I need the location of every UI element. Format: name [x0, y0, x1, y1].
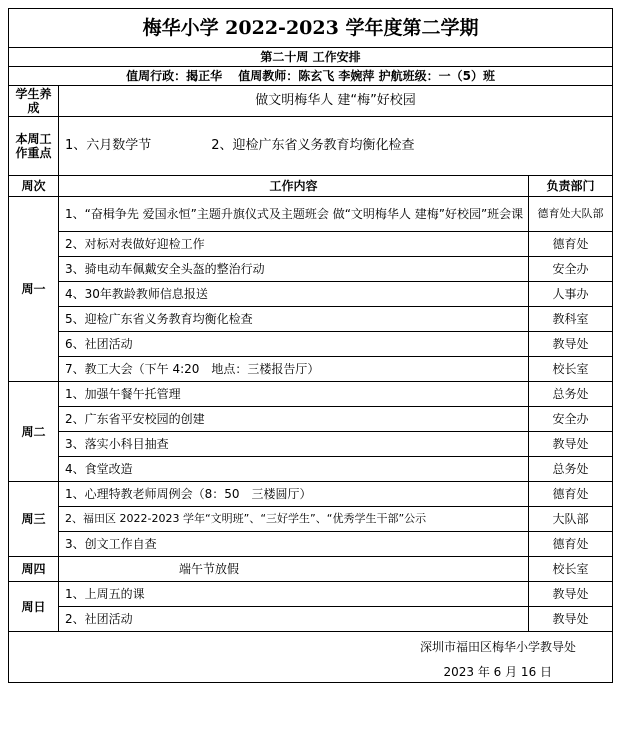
task-department: 德育处	[529, 232, 613, 257]
task-item: 4、食堂改造	[59, 457, 529, 482]
day-label-sunday: 周日	[9, 582, 59, 632]
table-row	[9, 357, 613, 382]
table-row	[9, 557, 613, 582]
task-department: 德育处	[529, 532, 613, 557]
task-department: 教导处	[529, 607, 613, 632]
task-department: 教导处	[529, 582, 613, 607]
duty-line: 值周行政：揭正华 值周教师：陈玄飞 李婉萍 护航班级：一（5）班	[9, 67, 613, 86]
task-department: 安全办	[529, 407, 613, 432]
focus-item-1: 1、六月数学节	[65, 138, 152, 153]
header-week: 周次	[9, 176, 59, 197]
task-item: 3、骑电动车佩戴安全头盔的整治行动	[59, 257, 529, 282]
day-label-monday: 周一	[9, 197, 59, 382]
task-item: 6、社团活动	[59, 332, 529, 357]
table-row	[9, 607, 613, 632]
table-row	[9, 532, 613, 557]
table-row	[9, 307, 613, 332]
footer-date: 2023 年 6 月 16 日	[59, 662, 613, 683]
task-department: 教导处	[529, 332, 613, 357]
task-item: 3、落实小科目抽查	[59, 432, 529, 457]
table-row	[9, 232, 613, 257]
task-department: 德育处	[529, 482, 613, 507]
table-row	[9, 407, 613, 432]
task-item: 2、福田区 2022-2023 学年“文明班”、“三好学生”、“优秀学生干部”公示	[59, 507, 529, 532]
header-department: 负责部门	[529, 176, 613, 197]
focus-items	[59, 117, 613, 176]
task-department: 教导处	[529, 432, 613, 457]
task-item: 5、迎检广东省义务教育均衡化检查	[59, 307, 529, 332]
schedule-table	[8, 8, 613, 683]
table-row	[9, 432, 613, 457]
table-row	[9, 507, 613, 532]
task-item: 2、社团活动	[59, 607, 529, 632]
schedule-document	[8, 8, 612, 683]
table-row	[9, 457, 613, 482]
task-department: 德育处大队部	[529, 197, 613, 232]
week-title: 第二十周 工作安排	[9, 48, 613, 67]
task-department: 总务处	[529, 382, 613, 407]
focus-label: 本周工作重点	[9, 117, 59, 176]
footer-organization: 深圳市福田区梅华小学教导处	[59, 632, 613, 663]
task-item: 2、对标对表做好迎检工作	[59, 232, 529, 257]
motto-text: 做文明梅华人 建“梅”好校园	[59, 86, 613, 117]
task-department: 大队部	[529, 507, 613, 532]
task-department: 安全办	[529, 257, 613, 282]
task-item: 1、心理特教老师周例会（8：50 三楼圆厅）	[59, 482, 529, 507]
task-item: 1、加强午餐午托管理	[59, 382, 529, 407]
task-item: 1、上周五的课	[59, 582, 529, 607]
task-item: 端午节放假	[59, 557, 529, 582]
table-row	[9, 332, 613, 357]
task-item: 4、30年教龄教师信息报送	[59, 282, 529, 307]
motto-label: 学生养成	[9, 86, 59, 117]
document-title: 梅华小学 2022-2023 学年度第二学期	[9, 9, 613, 48]
task-department: 人事办	[529, 282, 613, 307]
table-row	[9, 582, 613, 607]
footer-spacer	[9, 632, 59, 683]
task-department: 总务处	[529, 457, 613, 482]
task-item: 3、创文工作自查	[59, 532, 529, 557]
table-row	[9, 382, 613, 407]
task-department: 校长室	[529, 557, 613, 582]
task-item: 2、广东省平安校园的创建	[59, 407, 529, 432]
table-row	[9, 282, 613, 307]
task-department: 教科室	[529, 307, 613, 332]
day-label-wednesday: 周三	[9, 482, 59, 557]
task-item: 1、“奋楫争先 爱国永恒”主题升旗仪式及主题班会 做“文明梅华人 建梅”好校园”班会课	[59, 197, 529, 232]
focus-item-2: 2、迎检广东省义务教育均衡化检查	[211, 138, 415, 153]
task-department: 校长室	[529, 357, 613, 382]
task-item: 7、教工大会（下午 4:20 地点：三楼报告厅）	[59, 357, 529, 382]
day-label-thursday: 周四	[9, 557, 59, 582]
table-row	[9, 257, 613, 282]
table-row	[9, 482, 613, 507]
table-row	[9, 197, 613, 232]
day-label-tuesday: 周二	[9, 382, 59, 482]
header-content: 工作内容	[59, 176, 529, 197]
